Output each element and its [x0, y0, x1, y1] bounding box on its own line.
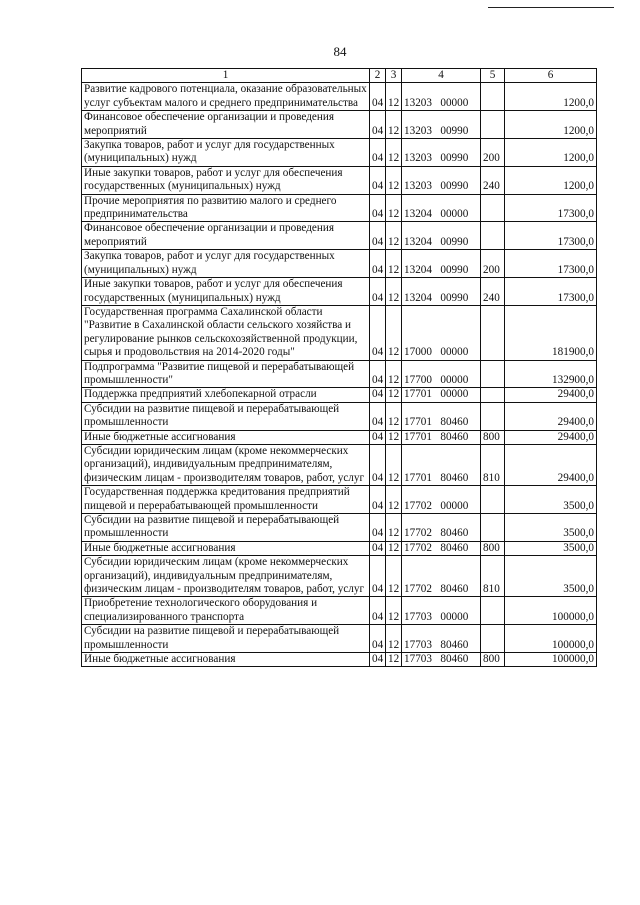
row-target-code: 17701 80460 [402, 402, 481, 430]
row-name: Субсидии юридическим лицам (кроме некоммерческих организаций), индивидуальным предпринимателям, физическим лицам - производителям товаров, работ, услуг [82, 444, 370, 485]
table-row [82, 388, 597, 402]
row-target-code: 17703 00000 [402, 597, 481, 625]
row-subsection: 12 [386, 444, 402, 485]
row-subsection: 12 [386, 111, 402, 139]
table-row [82, 166, 597, 194]
row-target-code: 13204 00990 [402, 278, 481, 306]
row-expense-type: 240 [481, 278, 505, 306]
row-name: Подпрограмма "Развитие пищевой и перерабатывающей промышленности" [82, 360, 370, 388]
row-name: Иные бюджетные ассигнования [82, 430, 370, 444]
row-target-code: 17702 00000 [402, 486, 481, 514]
row-section: 04 [370, 278, 386, 306]
row-amount: 17300,0 [505, 278, 597, 306]
row-amount: 17300,0 [505, 250, 597, 278]
row-expense-type [481, 194, 505, 222]
row-section: 04 [370, 402, 386, 430]
row-target-code: 17702 80460 [402, 514, 481, 542]
row-target-code: 17701 80460 [402, 444, 481, 485]
row-subsection: 12 [386, 278, 402, 306]
row-section: 04 [370, 250, 386, 278]
row-expense-type [481, 486, 505, 514]
row-name: Приобретение технологического оборудования и специализированного транспорта [82, 597, 370, 625]
row-expense-type [481, 222, 505, 250]
row-subsection: 12 [386, 653, 402, 667]
table-row [82, 556, 597, 597]
row-section: 04 [370, 111, 386, 139]
row-amount: 3500,0 [505, 486, 597, 514]
row-section: 04 [370, 556, 386, 597]
row-name: Закупка товаров, работ и услуг для государственных (муниципальных) нужд [82, 250, 370, 278]
row-subsection: 12 [386, 305, 402, 360]
row-name: Финансовое обеспечение организации и проведения мероприятий [82, 222, 370, 250]
row-expense-type [481, 388, 505, 402]
table-row [82, 653, 597, 667]
row-amount: 100000,0 [505, 653, 597, 667]
row-amount: 29400,0 [505, 444, 597, 485]
row-section: 04 [370, 166, 386, 194]
row-expense-type [481, 402, 505, 430]
row-section: 04 [370, 360, 386, 388]
row-target-code: 13204 00990 [402, 222, 481, 250]
table-row [82, 194, 597, 222]
row-section: 04 [370, 486, 386, 514]
row-expense-type [481, 83, 505, 111]
header-col-1: 1 [82, 69, 370, 83]
row-amount: 1200,0 [505, 139, 597, 167]
row-subsection: 12 [386, 222, 402, 250]
row-expense-type [481, 360, 505, 388]
row-subsection: 12 [386, 166, 402, 194]
row-amount: 132900,0 [505, 360, 597, 388]
table-row [82, 402, 597, 430]
row-name: Субсидии юридическим лицам (кроме некоммерческих организаций), индивидуальным предпринимателям, физическим лицам - производителям товаров, работ, услуг [82, 556, 370, 597]
row-expense-type: 800 [481, 541, 505, 555]
row-amount: 29400,0 [505, 388, 597, 402]
row-expense-type: 800 [481, 430, 505, 444]
row-expense-type: 200 [481, 139, 505, 167]
row-target-code: 17702 80460 [402, 541, 481, 555]
table-row [82, 83, 597, 111]
row-subsection: 12 [386, 139, 402, 167]
header-col-2: 2 [370, 69, 386, 83]
row-subsection: 12 [386, 388, 402, 402]
row-amount: 3500,0 [505, 541, 597, 555]
row-expense-type: 200 [481, 250, 505, 278]
row-target-code: 17703 80460 [402, 625, 481, 653]
table-row [82, 139, 597, 167]
row-expense-type [481, 305, 505, 360]
row-subsection: 12 [386, 83, 402, 111]
row-amount: 3500,0 [505, 556, 597, 597]
row-subsection: 12 [386, 514, 402, 542]
header-col-5: 5 [481, 69, 505, 83]
row-section: 04 [370, 597, 386, 625]
row-section: 04 [370, 305, 386, 360]
row-amount: 29400,0 [505, 402, 597, 430]
row-expense-type [481, 514, 505, 542]
row-target-code: 13203 00990 [402, 166, 481, 194]
row-subsection: 12 [386, 360, 402, 388]
table-row [82, 305, 597, 360]
row-target-code: 13204 00990 [402, 250, 481, 278]
row-name: Развитие кадрового потенциала, оказание образовательных услуг субъектам малого и среднего предпринимательства [82, 83, 370, 111]
row-name: Иные закупки товаров, работ и услуг для обеспечения государственных (муниципальных) нужд [82, 278, 370, 306]
table-row [82, 360, 597, 388]
row-section: 04 [370, 444, 386, 485]
row-section: 04 [370, 388, 386, 402]
row-amount: 17300,0 [505, 194, 597, 222]
row-target-code: 17703 80460 [402, 653, 481, 667]
row-section: 04 [370, 83, 386, 111]
row-section: 04 [370, 625, 386, 653]
row-subsection: 12 [386, 250, 402, 278]
header-col-4: 4 [402, 69, 481, 83]
row-amount: 1200,0 [505, 83, 597, 111]
row-name: Субсидии на развитие пищевой и перерабатывающей промышленности [82, 514, 370, 542]
row-expense-type: 810 [481, 444, 505, 485]
row-section: 04 [370, 139, 386, 167]
table-header-row [82, 69, 597, 83]
row-name: Субсидии на развитие пищевой и перерабатывающей промышленности [82, 625, 370, 653]
row-section: 04 [370, 653, 386, 667]
row-subsection: 12 [386, 597, 402, 625]
top-rule [488, 7, 614, 8]
row-expense-type [481, 625, 505, 653]
row-expense-type: 810 [481, 556, 505, 597]
table-row [82, 430, 597, 444]
row-amount: 3500,0 [505, 514, 597, 542]
row-name: Закупка товаров, работ и услуг для государственных (муниципальных) нужд [82, 139, 370, 167]
row-name: Прочие мероприятия по развитию малого и среднего предпринимательства [82, 194, 370, 222]
row-expense-type: 800 [481, 653, 505, 667]
row-amount: 29400,0 [505, 430, 597, 444]
page-number: 84 [333, 44, 347, 59]
row-subsection: 12 [386, 541, 402, 555]
row-amount: 100000,0 [505, 625, 597, 653]
table-row [82, 222, 597, 250]
row-name: Иные бюджетные ассигнования [82, 541, 370, 555]
header-col-3: 3 [386, 69, 402, 83]
table-row [82, 486, 597, 514]
row-subsection: 12 [386, 194, 402, 222]
table-row [82, 111, 597, 139]
row-target-code: 17700 00000 [402, 360, 481, 388]
row-name: Поддержка предприятий хлебопекарной отрасли [82, 388, 370, 402]
row-target-code: 17701 00000 [402, 388, 481, 402]
table-row [82, 514, 597, 542]
table-row [82, 541, 597, 555]
table-row [82, 278, 597, 306]
row-section: 04 [370, 541, 386, 555]
row-expense-type: 240 [481, 166, 505, 194]
row-target-code: 13203 00990 [402, 139, 481, 167]
row-target-code: 17701 80460 [402, 430, 481, 444]
row-amount: 1200,0 [505, 166, 597, 194]
row-section: 04 [370, 194, 386, 222]
row-name: Иные закупки товаров, работ и услуг для обеспечения государственных (муниципальных) нужд [82, 166, 370, 194]
row-subsection: 12 [386, 556, 402, 597]
row-name: Финансовое обеспечение организации и проведения мероприятий [82, 111, 370, 139]
row-name: Субсидии на развитие пищевой и перерабатывающей промышленности [82, 402, 370, 430]
row-target-code: 17702 80460 [402, 556, 481, 597]
row-target-code: 13203 00000 [402, 83, 481, 111]
row-name: Государственная поддержка кредитования предприятий пищевой и перерабатывающей промышленности [82, 486, 370, 514]
row-target-code: 13204 00000 [402, 194, 481, 222]
row-section: 04 [370, 514, 386, 542]
row-amount: 1200,0 [505, 111, 597, 139]
row-subsection: 12 [386, 430, 402, 444]
header-col-6: 6 [505, 69, 597, 83]
row-expense-type [481, 111, 505, 139]
table-row [82, 625, 597, 653]
row-amount: 100000,0 [505, 597, 597, 625]
row-target-code: 13203 00990 [402, 111, 481, 139]
row-name: Государственная программа Сахалинской области "Развитие в Сахалинской области сельского хозяйства и регулирование рынков сельскохозяйственной продукции, сырья и продовольствия на 2014-2020 годы" [82, 305, 370, 360]
table-row [82, 597, 597, 625]
row-section: 04 [370, 222, 386, 250]
row-amount: 181900,0 [505, 305, 597, 360]
row-name: Иные бюджетные ассигнования [82, 653, 370, 667]
table-row [82, 444, 597, 485]
row-subsection: 12 [386, 486, 402, 514]
table-row [82, 250, 597, 278]
row-subsection: 12 [386, 402, 402, 430]
row-subsection: 12 [386, 625, 402, 653]
row-expense-type [481, 597, 505, 625]
row-target-code: 17000 00000 [402, 305, 481, 360]
row-section: 04 [370, 430, 386, 444]
budget-table [81, 68, 597, 667]
row-amount: 17300,0 [505, 222, 597, 250]
